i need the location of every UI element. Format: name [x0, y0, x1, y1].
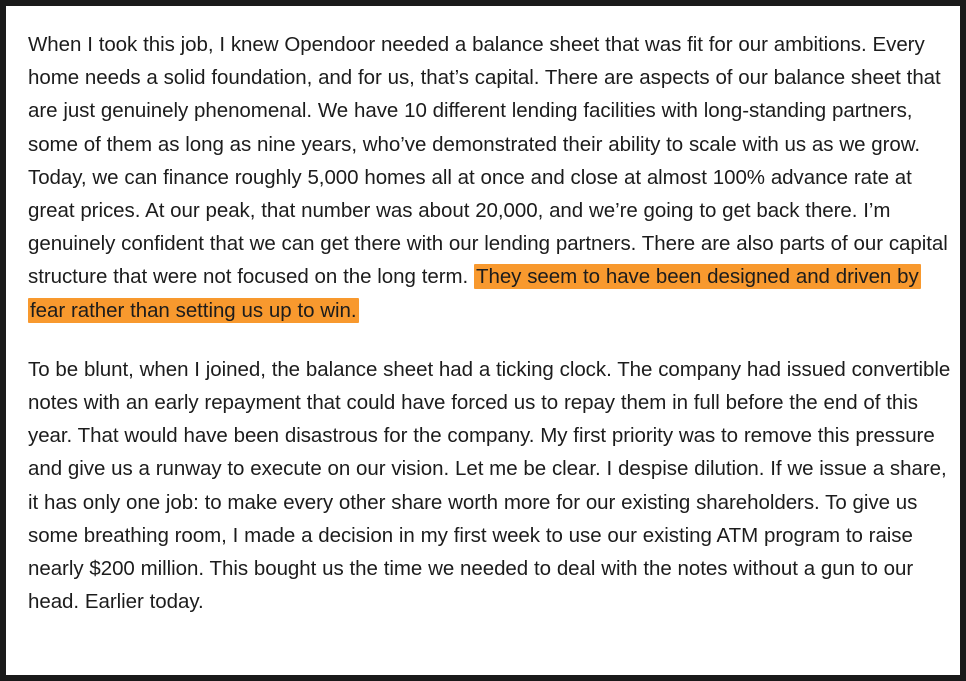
paragraph-1-text-plain: When I took this job, I knew Opendoor needed a balance sheet that was fit for our ambitions. Every home needs a solid foundation, and for us, that’s capital. There are aspects of our balance sheet that are just genuinely phenomenal. We have 10 different lending facilities with long-standing partners, some of them as long as nine years, who’ve demonstrated their ability to scale with us as we grow. Today, we can finance roughly 5,000 homes all at once and close at almost 100% advance rate at great prices. At our peak, that number was about 20,000, and we’re going to get back there. I’m genuinely confident that we can get there with our lending partners. There are also parts of our capital structure that were not focused on the long term. — [28, 33, 948, 289]
article-body — [28, 28, 956, 618]
paragraph-1-highlighted-text: They seem to have been designed and driven by fear rather than setting us up to win. — [30, 265, 919, 322]
document-page — [6, 6, 960, 675]
paragraph-2 — [28, 353, 956, 619]
paragraph-2-text-plain: To be blunt, when I joined, the balance sheet had a ticking clock. The company had issued convertible notes with an early repayment that could have forced us to repay them in full before the end of this year. That would have been disastrous for the company. My first priority was to remove this pressure and give us a runway to execute on our vision. Let me be clear. I despise dilution. If we issue a share, it has only one job: to make every other share worth more for our existing shareholders. To give us some breathing room, I made a decision in my first week to use our existing ATM program to raise nearly $200 million. This bought us the time we needed to deal with the notes without a gun to our head. Earlier today. — [28, 357, 951, 614]
paragraph-1 — [28, 28, 956, 327]
